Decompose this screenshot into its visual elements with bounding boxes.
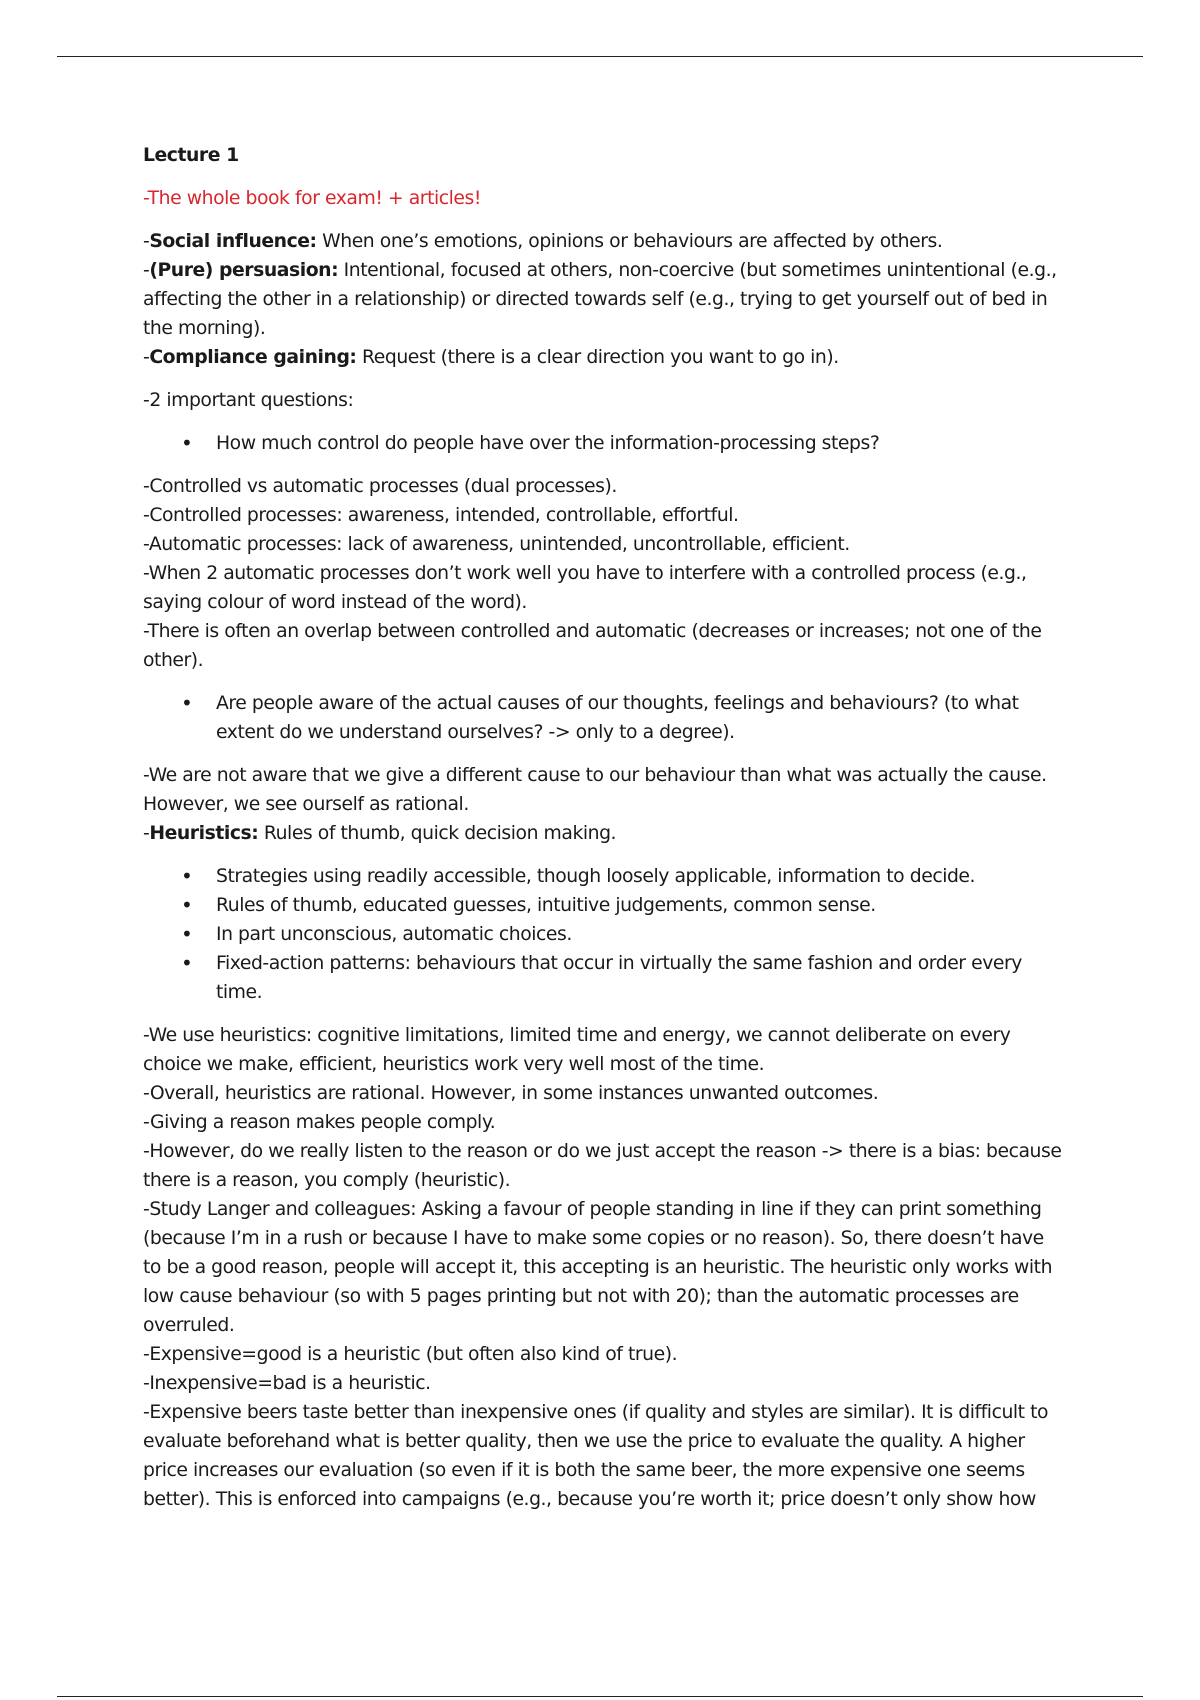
paragraph: -Controlled processes: awareness, intended, controllable, effortful. [143, 505, 739, 526]
heuristics-definition: -Heuristics: Rules of thumb, quick decision making. [143, 823, 617, 844]
lecture-heading: Lecture 1 [143, 145, 239, 166]
paragraph: -Giving a reason makes people comply. [143, 1112, 496, 1133]
paragraph: -Automatic processes: lack of awareness, unintended, uncontrollable, efficient. [143, 534, 850, 555]
heuristics-list [143, 862, 1063, 1007]
definition-text: Request (there is a clear direction you want to go in). [356, 347, 839, 368]
paragraph: -Expensive beers taste better than inexpensive ones (if quality and styles are similar). It is difficult to evaluate beforehand what is better quality, then we use the price to evaluate the quality. A higher price increases our evaluation (so even if it is both the same beer, the more expensive one seems better). This is enforced into campaigns (e.g., because you’re worth it; price doesn’t only show how [143, 1402, 1049, 1510]
definition-term: Heuristics: [149, 823, 259, 844]
list-item: • How much control do people have over the information-processing steps? [143, 429, 1063, 458]
paragraph: -There is often an overlap between controlled and automatic (decreases or increases; not one of the other). [143, 621, 1042, 671]
question-list-1 [143, 429, 1063, 458]
definition-text: Intentional, focused at others, non-coercive (but sometimes unintentional (e.g., affecting the other in a relationship) or directed towards self (e.g., trying to get yourself out of bed in the morning). [143, 260, 1057, 339]
definition-text: When one’s emotions, opinions or behaviours are affected by others. [316, 231, 943, 252]
paragraph: -We are not aware that we give a different cause to our behaviour than what was actually the cause. However, we see ourself as rational. [143, 765, 1047, 815]
definition-compliance-gaining: -Compliance gaining: Request (there is a clear direction you want to go in). [143, 347, 839, 368]
paragraph: -Inexpensive=bad is a heuristic. [143, 1373, 431, 1394]
definition-term: (Pure) persuasion: [149, 260, 339, 281]
definition-persuasion: -(Pure) persuasion: Intentional, focused at others, non-coercive (but sometimes unintentional (e.g., affecting the other in a relationship) or directed towards self (e.g., trying to get yourself out of bed in the morning). [143, 260, 1057, 339]
paragraph: -However, do we really listen to the reason or do we just accept the reason -> there is a bias: because there is a reason, you comply (heuristic). [143, 1141, 1062, 1191]
document-body [143, 141, 1063, 1514]
paragraph: -Overall, heuristics are rational. However, in some instances unwanted outcomes. [143, 1083, 879, 1104]
list-item: • Fixed-action patterns: behaviours that occur in virtually the same fashion and order every time. [143, 949, 1063, 1007]
list-item: • Strategies using readily accessible, though loosely applicable, information to decide. [143, 862, 1063, 891]
definition-text: Rules of thumb, quick decision making. [258, 823, 617, 844]
definition-term: Compliance gaining: [149, 347, 357, 368]
paragraph: -Study Langer and colleagues: Asking a favour of people standing in line if they can print something (because I’m in a rush or because I have to make some copies or no reason). So, there doesn’t have to be a good reason, people will accept it, this accepting is an heuristic. The heuristic only works with low cause behaviour (so with 5 pages printing but not with 20); than the automatic processes are overruled. [143, 1199, 1053, 1336]
definition-social-influence: -Social influence: When one’s emotions, opinions or behaviours are affected by others. [143, 231, 943, 252]
definition-term: Social influence: [149, 231, 317, 252]
list-item: • Are people aware of the actual causes of our thoughts, feelings and behaviours? (to what extent do we understand ourselves? -> only to a degree). [143, 689, 1063, 747]
question-list-2 [143, 689, 1063, 747]
page-top-rule [57, 56, 1143, 57]
paragraph: -Controlled vs automatic processes (dual processes). [143, 476, 617, 497]
exam-note: -The whole book for exam! + articles! [143, 188, 481, 209]
page-bottom-rule [57, 1696, 1143, 1697]
questions-intro: -2 important questions: [143, 390, 354, 411]
list-item: • In part unconscious, automatic choices. [143, 920, 1063, 949]
paragraph: -Expensive=good is a heuristic (but often also kind of true). [143, 1344, 678, 1365]
paragraph: -We use heuristics: cognitive limitations, limited time and energy, we cannot deliberate on every choice we make, efficient, heuristics work very well most of the time. [143, 1025, 1011, 1075]
paragraph: -When 2 automatic processes don’t work well you have to interfere with a controlled process (e.g., saying colour of word instead of the word). [143, 563, 1027, 613]
list-item: • Rules of thumb, educated guesses, intuitive judgements, common sense. [143, 891, 1063, 920]
